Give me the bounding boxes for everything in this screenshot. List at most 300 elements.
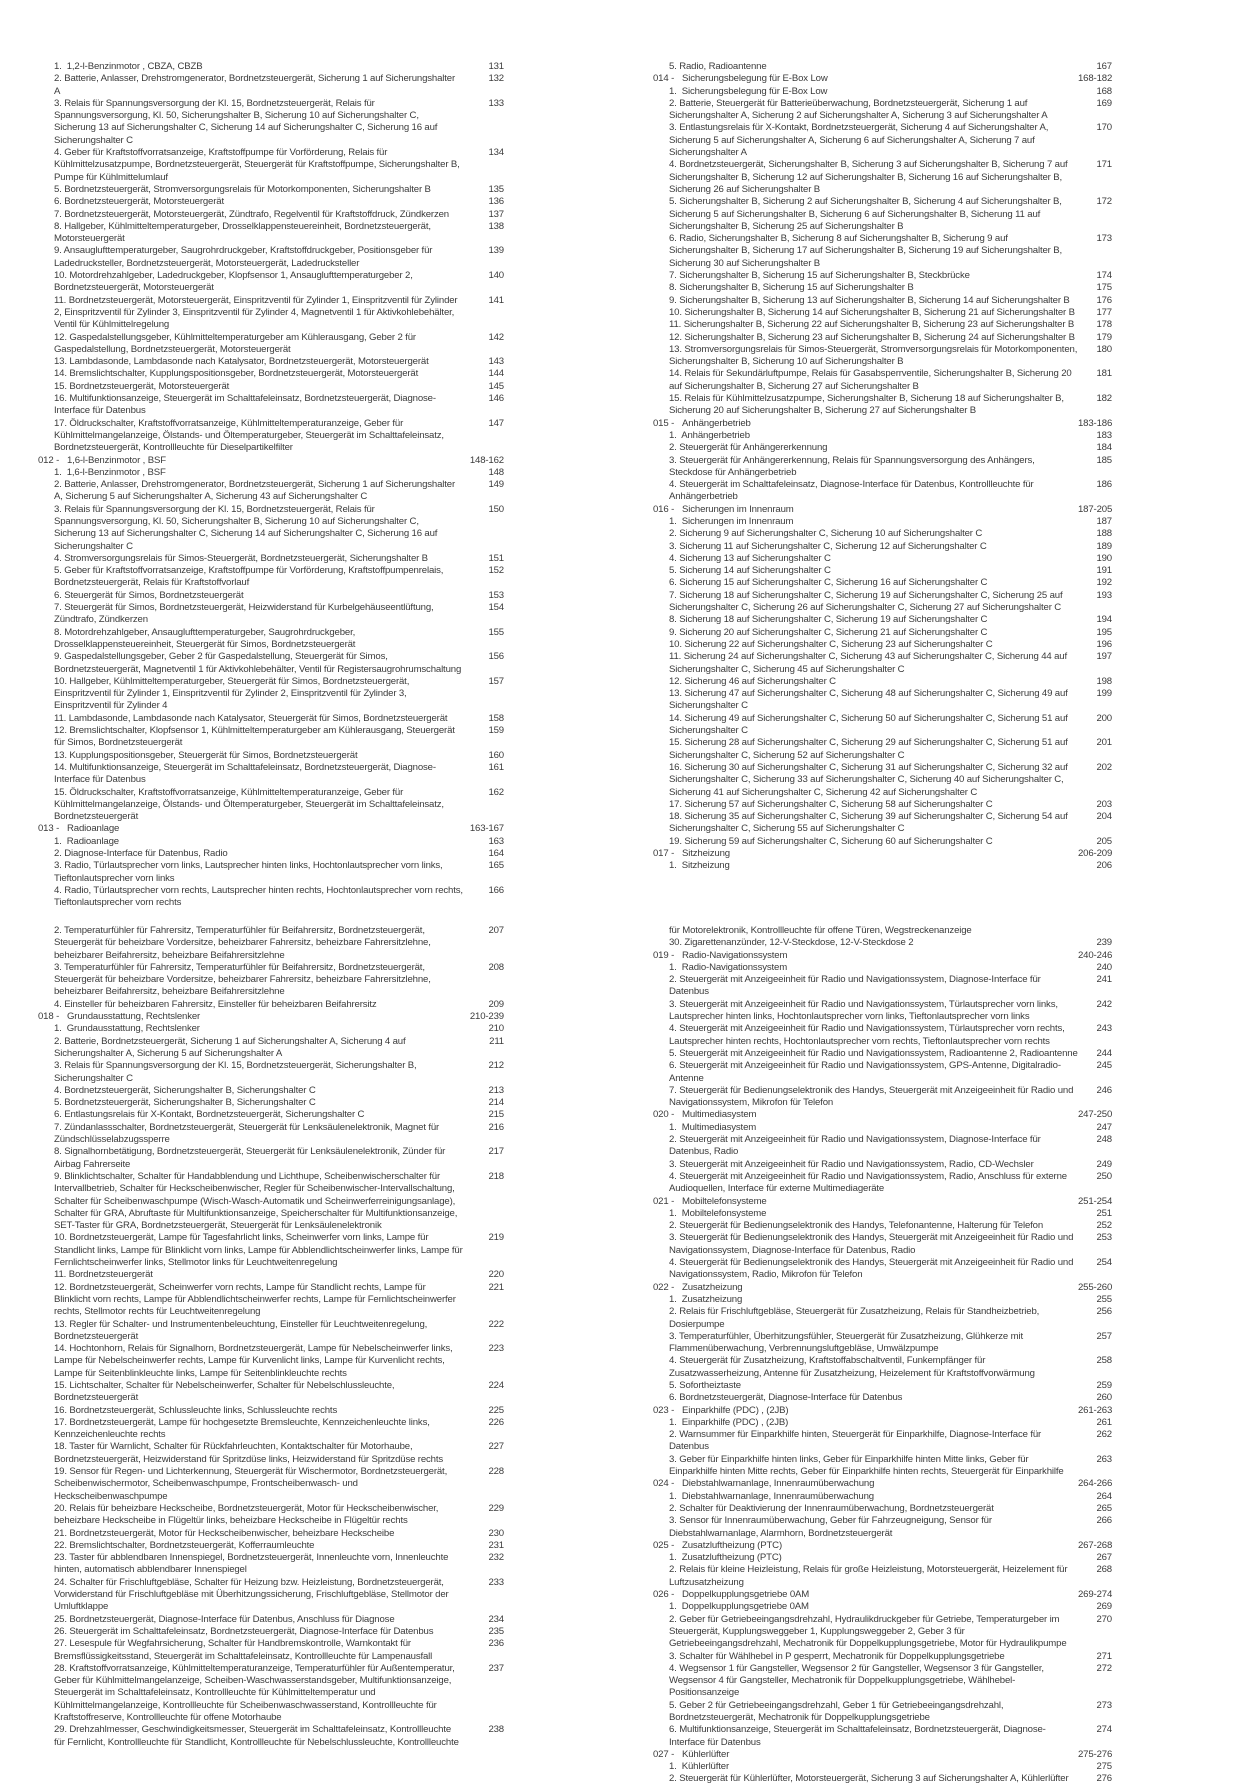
page-number: 208: [488, 961, 504, 973]
page-number: 215: [488, 1109, 504, 1121]
toc-entry-text: 3. Geber für Einparkhilfe hinten links, Geber für Einparkhilfe hinten Mitte links, Geber für Einparkhilfe hinten Mitte rechts, Geber für Einparkhilfe hinten rechts, Steuergerät für Einparkhilfe: [669, 1453, 1064, 1478]
toc-entry-text: 4. Stromversorgungsrelais für Simos-Steuergerät, Bordnetzsteuergerät, Sicherungshalter B: [54, 552, 428, 564]
page-number: 248: [1096, 1134, 1112, 1146]
page-number: 267-268: [1078, 1539, 1113, 1551]
toc-entry-row: [38, 184, 504, 196]
page-number: 238: [488, 1724, 504, 1736]
page-number: 214: [488, 1097, 504, 1109]
toc-section-row: [653, 1282, 1112, 1294]
toc-entry-row: [38, 196, 504, 208]
page-number: 196: [1096, 638, 1112, 650]
toc-entry-text: 3. Relais für Spannungsversorgung der Kl. 15, Bordnetzsteuergerät, Relais für Spannungsversorgung, Kl. 50, Sicherungshalter B, Sicherung 10 auf Sicherungshalter C, Sicherung 13 auf Sicherungshalter C, Sicherung 14 auf Sicherungshalter C, Sicherung 16 auf Sicherungshalter C: [54, 97, 440, 146]
toc-entry-row: [38, 860, 504, 885]
toc-entry-row: [653, 860, 1112, 872]
page-number: 204: [1096, 811, 1112, 823]
toc-entry-row: [653, 159, 1112, 196]
toc-entry-text: 19. Sicherung 59 auf Sicherungshalter C, Sicherung 60 auf Sicherungshalter C: [669, 835, 993, 847]
toc-entry-text: 3. Steuergerät für Bedienungselektronik des Handys, Steuergerät mit Anzeigeeinheit für Radio und Navigationssystem, Diagnose-Interface für Datenbus, Radio: [669, 1232, 1076, 1256]
toc-section-title: Doppelkupplungsgetriebe 0AM: [682, 1589, 810, 1601]
toc-entry-row: [38, 1552, 504, 1577]
toc-entry-text: 2. Steuergerät mit Anzeigeeinheit für Radio und Navigationssystem, Diagnose-Interface für Datenbus: [669, 974, 1044, 998]
toc-entry-text: 3. Steuergerät für Anhängererkennung, Relais für Spannungsversorgung des Anhängers, Steckdose für Anhängerbetrieb: [669, 454, 1038, 478]
toc-entry-text: 12. Gaspedalstellungsgeber, Kühlmitteltemperaturgeber am Kühlerausgang, Geber 2 für Gaspedalstellung, Bordnetzsteuergerät, Motorsteuergerät: [54, 331, 419, 355]
toc-entry-row: [38, 1269, 504, 1281]
toc-entry-text: 3. Steuergerät mit Anzeigeeinheit für Radio und Navigationssystem, Türlautsprecher vorn links, Lautsprecher hinten links, Hochtonlautsprecher vorn links, Tieftonlautsprecher vorn links: [669, 998, 1061, 1023]
page-number: 164: [488, 848, 504, 859]
toc-entry-text: 8. Hallgeber, Kühlmitteltemperaturgeber, Drosselklappensteuereinheit, Bordnetzsteuergerät, Motorsteuergerät: [54, 220, 434, 245]
toc-entry-row: [653, 1700, 1112, 1725]
toc-entry-text: 11. Sicherungshalter B, Sicherung 22 auf Sicherungshalter B, Sicherung 23 auf Sicherungshalter B: [669, 319, 1075, 331]
toc-entry-text: 2. Warnsummer für Einparkhilfe hinten, Steuergerät für Einparkhilfe, Diagnose-Interface für Datenbus: [669, 1429, 1044, 1453]
toc-entry-row: [38, 1417, 504, 1442]
page-number: 182: [1096, 393, 1112, 405]
toc-section-row: [653, 1589, 1112, 1601]
toc-entry-row: [653, 836, 1112, 848]
toc-entry-text: 3. Steuergerät mit Anzeigeeinheit für Radio und Navigationssystem, Radio, CD-Wechsler: [669, 1158, 1034, 1170]
toc-section-number: 019 -: [653, 949, 675, 961]
toc-section-label: [653, 1282, 1078, 1294]
toc-entry-row: [38, 221, 504, 246]
toc-entry-text: 3. Temperaturfühler, Überhitzungsfühler, Steuergerät für Zusatzheizung, Glühkerze mit Flammenüberwachung, Verbrennungsluftgebläse, Umwälzpumpe: [669, 1330, 1026, 1355]
page-number: 139: [488, 245, 504, 257]
page-number: 209: [488, 998, 504, 1010]
toc-entry-row: [653, 1417, 1112, 1429]
page-number: 254: [1096, 1257, 1112, 1269]
toc-section-row: [38, 455, 504, 467]
toc-section-title: Einparkhilfe (PDC) , (2JB): [682, 1404, 789, 1416]
toc-entry-text: 3. Temperaturfühler für Fahrersitz, Temperaturfühler für Beifahrersitz, Bordnetzsteuergerät, Steuergerät für beheizbare Vordersitze, beheizbarer Fahrersitz, beheizbare Fahrersitzlehne, beheizbarer Beifahrersitz, beheizbare Beifahrersitzlehne: [54, 961, 434, 998]
toc-entry-row: [38, 147, 504, 184]
page-number: 245: [1096, 1060, 1112, 1072]
toc-entry-row: [38, 61, 504, 73]
page-number: 160: [488, 749, 504, 761]
toc-entry-row: [653, 762, 1112, 799]
toc-entry-text: 8. Signalhornbetätigung, Bordnetzsteuergerät, Steuergerät für Lenksäulenelektronik, Zünder für Airbag Fahrerseite: [54, 1146, 448, 1170]
page-number: 220: [488, 1269, 504, 1281]
toc-section-label: [653, 950, 1078, 962]
page-number: 153: [488, 589, 504, 601]
page-number: 211: [489, 1035, 504, 1047]
page-number: 275: [1096, 1761, 1112, 1773]
toc-entry-row: [38, 627, 504, 652]
toc-entry-text: 5. Sicherung 14 auf Sicherungshalter C: [669, 565, 831, 577]
toc-entry-row: [653, 307, 1112, 319]
page-number: 251-254: [1078, 1195, 1113, 1207]
toc-entry-text: 1. 1,2-l-Benzinmotor , CBZA, CBZB: [54, 61, 203, 72]
toc-section-number: 020 -: [653, 1109, 675, 1121]
toc-entry-text: 3. Schalter für Wählhebel in P gesperrt, Mechatronik für Doppelkupplungsgetriebe: [669, 1650, 1005, 1662]
toc-entry-row: [653, 282, 1112, 294]
page-number: 250: [1096, 1170, 1112, 1182]
toc-entry-text: 4. Sicherung 13 auf Sicherungshalter C: [669, 552, 831, 564]
toc-entry-row: [38, 1282, 504, 1319]
toc-entry-row: [38, 245, 504, 270]
toc-entry-row: [653, 590, 1112, 615]
page-number: 202: [1096, 761, 1112, 773]
toc-entry-text: 8. Sicherung 18 auf Sicherungshalter C, Sicherung 19 auf Sicherungshalter C: [669, 614, 988, 626]
toc-entry-text: 7. Sicherungshalter B, Sicherung 15 auf Sicherungshalter B, Steckbrücke: [669, 270, 970, 282]
toc-entry-row: [653, 344, 1112, 369]
toc-entry-row: [653, 1380, 1112, 1392]
toc-entry-row: [653, 1294, 1112, 1306]
page-number: 274: [1096, 1724, 1112, 1736]
toc-entry-text: 10. Bordnetzsteuergerät, Lampe für Tagesfahrlicht links, Scheinwerfer vorn links, Lampe für Standlicht links, Lampe für Blinklicht vorn links, Lampe für Abblendlichtscheinwerfer links, Lampe für Fernlichtscheinwerfer links, Stellmotor links für Leuchtweitenregelung: [54, 1232, 466, 1269]
toc-entry-row: [38, 467, 504, 479]
toc-section-row: [653, 1405, 1112, 1417]
toc-entry-row: [653, 61, 1112, 73]
page-number: 234: [488, 1613, 504, 1625]
toc-entry-text: 12. Sicherung 46 auf Sicherungshalter C: [669, 675, 836, 687]
page-number: 233: [488, 1576, 504, 1588]
toc-entry-text: 2. Batterie, Anlasser, Drehstromgenerator, Bordnetzsteuergerät, Sicherung 1 auf Sicherungshalter A: [54, 73, 458, 97]
page-number: 267: [1096, 1552, 1112, 1564]
toc-entry-text: 15. Relais für Kühlmittelzusatzpumpe, Sicherungshalter B, Sicherung 18 auf Sicherungshalter B, Sicherung 20 auf Sicherungshalter B, Sicherung 27 auf Sicherungshalter B: [669, 393, 1067, 417]
toc-entry-row: [653, 811, 1112, 836]
page-number: 230: [488, 1527, 504, 1539]
page-number: 133: [488, 97, 504, 109]
toc-entry-row: [38, 1060, 504, 1085]
page-number: 147: [488, 417, 504, 429]
page-number: 223: [488, 1343, 504, 1355]
toc-section-label: [653, 1749, 1078, 1761]
page-number: 257: [1096, 1330, 1112, 1342]
toc-section-row: [653, 504, 1112, 516]
toc-entry-text: 17. Sicherung 57 auf Sicherungshalter C, Sicherung 58 auf Sicherungshalter C: [669, 798, 993, 810]
toc-entry-row: [653, 1257, 1112, 1282]
toc-entry-text: 9. Sicherung 20 auf Sicherungshalter C, Sicherung 21 auf Sicherungshalter C: [669, 626, 988, 638]
toc-entry-text: 6. Sicherung 15 auf Sicherungshalter C, Sicherung 16 auf Sicherungshalter C: [669, 577, 988, 589]
toc-entry-text: 1. Zusatzheizung: [669, 1293, 743, 1305]
toc-entry-text: 9. Blinklichtschalter, Schalter für Handabblendung und Lichthupe, Scheibenwischerschalter für Intervallbetrieb, Schalter für Heckscheibenwischer, Regler für Scheibenwischer-Intervallschaltung, Schalter für Scheibenwaschpumpe (Wisch-Wasch-Automatik und Scheinwerferreinigungsanlage), Schalter für GRA, Abruftaste für Multifunktionsanzeige, Speicherschalter für Multifunktionsanzeige, SET-Taster für GRA, Bordnetzsteuergerät, Steuergerät für Lenksäulenelektronik: [54, 1170, 460, 1232]
toc-entry-row: [38, 1663, 504, 1724]
toc-entry-row: [653, 553, 1112, 565]
toc-section-number: 023 -: [653, 1404, 675, 1416]
page-number: 193: [1096, 589, 1112, 601]
toc-entry-text: 13. Regler für Schalter- und Instrumentenbeleuchtung, Einsteller für Leuchtweitenregelung, Bordnetzsteuergerät: [54, 1318, 430, 1342]
toc-section-row: [653, 418, 1112, 430]
page-number: 184: [1096, 442, 1112, 454]
page-number: 154: [488, 602, 504, 614]
page-number: 171: [1096, 159, 1112, 171]
toc-entry-text: 14. Hochtonhorn, Relais für Signalhorn, Bordnetzsteuergerät, Lampe für Nebelscheinwerfer links, Lampe für Nebelscheinwerfer rechts, Lampe für Kurvenlicht links, Lampe für Kurvenlicht rechts, Lampe für Seitenblinkleuchte links, Lampe für Seitenblinkleuchte rechts: [54, 1343, 456, 1379]
toc-entry-text: 29. Drehzahlmesser, Geschwindigkeitsmesser, Steuergerät im Schalttafeleinsatz, Kontrollleuchte für Fernlicht, Kontrollleuchte für Standlicht, Kontrollleuchte für Nebelschlussleuchte, Kontrollleuchte: [54, 1724, 459, 1748]
page-number: 206-209: [1078, 848, 1113, 859]
toc-section-title: Zusatzheizung: [682, 1281, 743, 1293]
toc-entry-text: 2. Steuergerät für Anhängererkennung: [669, 442, 828, 454]
toc-entry-text: 2. Batterie, Steuergerät für Batterieüberwachung, Bordnetzsteuergerät, Sicherung 1 auf Sicherungshalter A, Sicherung 2 auf Sicherungshalter A, Sicherung 3 auf Sicherungshalter A: [669, 97, 1048, 122]
page-number: 137: [488, 208, 504, 220]
toc-section-number: 025 -: [653, 1539, 675, 1551]
toc-section-label: [38, 823, 463, 835]
page-number: 188: [1096, 528, 1112, 540]
page-number: 152: [488, 565, 504, 577]
page-number: 141: [488, 294, 504, 306]
toc-entry-row: [653, 1773, 1112, 1785]
toc-entry-row: [38, 1171, 504, 1232]
page-number: 228: [488, 1466, 504, 1478]
toc-entry-row: [653, 737, 1112, 762]
toc-entry-text: 12. Sicherungshalter B, Sicherung 23 auf Sicherungshalter B, Sicherung 24 auf Sicherungshalter B: [669, 331, 1075, 343]
page-number: 189: [1096, 540, 1112, 552]
toc-entry-text: 2. Steuergerät mit Anzeigeeinheit für Radio und Navigationssystem, Diagnose-Interface für Datenbus, Radio: [669, 1134, 1044, 1158]
toc-entry-row: [38, 270, 504, 295]
page-number: 179: [1096, 331, 1112, 343]
toc-entry-row: [653, 86, 1112, 98]
page-number: 172: [1096, 196, 1112, 208]
toc-entry-text: 12. Bordnetzsteuergerät, Scheinwerfer vorn rechts, Lampe für Standlicht rechts, Lampe für Blinklicht vorn rechts, Lampe für Abblendlichtscheinwerfer rechts, Lampe für Fernlichtscheinwerfer rechts, Stellmotor rechts für Leuchtweitenregelung: [54, 1281, 459, 1318]
toc-entry-text: 14. Relais für Sekundärluftpumpe, Relais für Gasabsperrventile, Sicherungshalter B, Sicherung 20 auf Sicherungshalter B, Sicherung 27 auf Sicherungshalter B: [669, 368, 1075, 392]
toc-entry-row: [653, 541, 1112, 553]
toc-entry-text: 4. Wegsensor 1 für Gangsteller, Wegsensor 2 für Gangsteller, Wegsensor 3 für Gangsteller, Wegsensor 4 für Gangsteller, Mechatronik für Doppelkupplungsgetriebe, Wählhebel-Positionsanzeige: [669, 1662, 1047, 1699]
toc-entry-text: 1. Radio-Navigationssystem: [669, 961, 788, 973]
page-number: 186: [1096, 479, 1112, 491]
toc-entry-text: 5. Steuergerät mit Anzeigeeinheit für Radio und Navigationssystem, Radioantenne 2, Radioantenne: [669, 1047, 1078, 1059]
toc-entry-text: 1. Sicherungen im Innenraum: [669, 515, 794, 527]
page-number: 163: [488, 835, 504, 847]
toc-section-title: Grundausstattung, Rechtslenker: [67, 1011, 201, 1023]
toc-entry-row: [653, 1208, 1112, 1220]
toc-entry-text: 1. Einparkhilfe (PDC) , (2JB): [669, 1416, 789, 1428]
toc-entry-text: 24. Schalter für Frischluftgebläse, Schalter für Heizung bzw. Heizleistung, Bordnetzsteuergerät, Vorwiderstand für Frischluftgebläse mit Überhitzungssicherung, Frischluftgebläse, Stellmotor der Umluftklappe: [54, 1576, 452, 1613]
page-number: 212: [488, 1060, 504, 1072]
page-number: 183: [1096, 429, 1112, 441]
toc-section-number: 021 -: [653, 1195, 675, 1207]
toc-entry-text: 1. Kühlerlüfter: [669, 1761, 729, 1773]
toc-entry-row: [38, 73, 504, 98]
toc-entry-row: [653, 639, 1112, 651]
page-number: 131: [488, 61, 504, 72]
toc-section-label: [653, 1478, 1078, 1490]
toc-section-title: Radioanlage: [67, 823, 120, 835]
page-number: 246: [1096, 1084, 1112, 1096]
toc-entry-row: [38, 762, 504, 787]
toc-section-title: Kühlerlüfter: [682, 1748, 730, 1760]
toc-section-row: [653, 1749, 1112, 1761]
page-number: 269: [1096, 1601, 1112, 1613]
toc-entry-row: [653, 1429, 1112, 1454]
page-number: 191: [1096, 565, 1112, 577]
toc-entry-row: [38, 1405, 504, 1417]
page-number: 244: [1096, 1047, 1112, 1059]
toc-entry-text: 17. Öldruckschalter, Kraftstoffvorratsanzeige, Kühlmitteltemperaturanzeige, Geber für Kühlmittelmangelanzeige, Ölstands- und Öltemperaturgeber, Steuergerät im Schalttafeleinsatz, Bordnetzsteuergerät, Kontrollleuchte für Dieselpartikelfilter: [54, 417, 447, 454]
toc-section-label: [653, 1540, 1078, 1552]
toc-entry-text: 5. Radio, Radioantenne: [669, 61, 767, 72]
page-number: 180: [1096, 343, 1112, 355]
toc-entry-row: [653, 627, 1112, 639]
page-number: 166: [488, 884, 504, 896]
toc-entry-row: [653, 676, 1112, 688]
toc-entry-text: 5. Geber für Kraftstoffvorratsanzeige, Kraftstoffpumpe für Vorförderung, Kraftstoffpumpenrelais, Bordnetzsteuergerät, Relais für Kraftstoffvorlauf: [54, 565, 446, 589]
page-number: 243: [1096, 1023, 1112, 1035]
page-number: 148: [488, 466, 504, 478]
toc-entry-text: 2. Steuergerät für Bedienungselektronik des Handys, Telefonantenne, Halterung für Telefon: [669, 1220, 1044, 1232]
toc-entry-text: 1. Mobiltelefonsysteme: [669, 1207, 767, 1219]
toc-entry-text: 1. Multimediasystem: [669, 1121, 757, 1133]
toc-entry-row: [653, 614, 1112, 626]
toc-entry-row: [653, 1220, 1112, 1232]
toc-entry-text: 7. Bordnetzsteuergerät, Motorsteuergerät, Zündtrafo, Regelventil für Kraftstoffdruck, Zündkerzen: [54, 208, 449, 220]
toc-entry-text: 3. Radio, Türlautsprecher vorn links, Lautsprecher hinten links, Hochtonlautsprecher vorn links, Tieftonlautsprecher vorn links: [54, 860, 445, 884]
toc-section-label: [653, 1589, 1078, 1601]
toc-entry-text: 10. Sicherungshalter B, Sicherung 14 auf Sicherungshalter B, Sicherung 21 auf Sicherungshalter B: [669, 306, 1075, 318]
page-number: 168: [1096, 85, 1112, 97]
toc-section-number: 024 -: [653, 1478, 675, 1490]
page-number: 253: [1096, 1232, 1112, 1244]
page-number: 224: [488, 1379, 504, 1391]
page-number: 151: [488, 552, 504, 564]
page-number: 241: [1096, 974, 1112, 986]
page-number: 194: [1096, 614, 1112, 626]
toc-entry-row: [38, 98, 504, 147]
toc-section-row: [653, 1109, 1112, 1121]
toc-entry-text: 14. Bremslichtschalter, Kupplungspositionsgeber, Bordnetzsteuergerät, Motorsteuergerät: [54, 368, 419, 380]
page-number: 236: [488, 1638, 504, 1650]
toc-section-label: [653, 1109, 1078, 1121]
page-number: 261: [1096, 1416, 1112, 1428]
page-number: 138: [488, 220, 504, 232]
page-number: 199: [1096, 688, 1112, 700]
toc-entry-row: [653, 233, 1112, 270]
page-number: 219: [488, 1232, 504, 1244]
toc-entry-row: [38, 479, 504, 504]
page-number: 266: [1096, 1515, 1112, 1527]
toc-entry-row: [653, 577, 1112, 589]
toc-entry-row: [653, 1134, 1112, 1159]
toc-entry-text: 28. Kraftstoffvorratsanzeige, Kühlmitteltemperaturanzeige, Temperaturfühler für Außentemperatur, Geber für Kühlmittelmangelanzeige, Scheiben-Waschwasserstandsgeber, Multifunktionsanzeige, Steuergerät im Schalttafeleinsatz, Kontrollleuchte für Kühlmitteltemperatur und Kühlmittelmangelanzeige, Kontrollleuchte für Scheibenwaschwasserstand, Kontrollleuchte für Kraftstoffreserve, Kontrollleuchte für offene Motorhaube: [54, 1662, 458, 1723]
toc-entry-text: 22. Bremslichtschalter, Bordnetzsteuergerät, Kofferraumleuchte: [54, 1539, 315, 1551]
toc-entry-text: 7. Steuergerät für Bedienungselektronik des Handys, Steuergerät mit Anzeigeeinheit für Radio und Navigationssystem, Mikrofon für Telefon: [669, 1084, 1076, 1109]
page-number: 174: [1096, 270, 1112, 282]
toc-entry-text: 20. Relais für beheizbare Heckscheibe, Bordnetzsteuergerät, Motor für Heckscheibenwischer, beheizbare Heckscheibe in Flügeltür links, beheizbare Heckscheibe in Flügeltür rechts: [54, 1502, 441, 1527]
page-number: 165: [488, 860, 504, 872]
page-number: 218: [488, 1170, 504, 1182]
toc-entry-row: [38, 1638, 504, 1663]
page-number: 262: [1096, 1429, 1112, 1441]
page-number: 273: [1096, 1699, 1112, 1711]
toc-entry-row: [38, 1343, 504, 1380]
toc-section-label: [653, 1405, 1078, 1417]
toc-entry-text: 6. Entlastungsrelais für X-Kontakt, Bordnetzsteuergerät, Sicherungshalter C: [54, 1109, 365, 1121]
page-number: 168-182: [1078, 73, 1113, 85]
toc-section-title: Sicherungsbelegung für E-Box Low: [682, 73, 828, 85]
toc-entry-row: [653, 442, 1112, 454]
toc-entry-row: [653, 1306, 1112, 1331]
toc-entry-row: [653, 270, 1112, 282]
toc-section-number: 015 -: [653, 417, 675, 429]
toc-section-row: [38, 823, 504, 835]
toc-section-title: Diebstahlwarnanlage, Innenraumüberwachung: [682, 1478, 875, 1490]
toc-entry-text: 4. Geber für Kraftstoffvorratsanzeige, Kraftstoffpumpe für Vorförderung, Relais für Kühlmittelzusatzpumpe, Bordnetzsteuergerät, Steuergerät für Kraftstoffpumpe, Sicherungshalter B, Pumpe für Kühlmittelumlauf: [54, 147, 463, 183]
toc-entry-row: [653, 1454, 1112, 1479]
toc-entry-row: [38, 1097, 504, 1109]
toc-entry-text: 11. Sicherung 24 auf Sicherungshalter C, Sicherung 43 auf Sicherungshalter C, Sicherung 44 auf Sicherungshalter C, Sicherung 45 auf Sicherungshalter C: [669, 651, 1070, 675]
toc-section-row: [653, 73, 1112, 85]
page-number: 216: [488, 1121, 504, 1133]
toc-entry-row: [38, 651, 504, 676]
toc-entry-text: 2. Temperaturfühler für Fahrersitz, Temperaturfühler für Beifahrersitz, Bordnetzsteuergerät, Steuergerät für beheizbare Vordersitze, beheizbarer Fahrersitz, beheizbare Fahrersitzlehne, beheizbarer Beifahrersitz, beheizbare Beifahrersitzlehne: [54, 925, 434, 961]
toc-entry-row: [653, 1724, 1112, 1749]
toc-entry-text: 30. Zigarettenanzünder, 12-V-Steckdose, 12-V-Steckdose 2: [669, 937, 914, 949]
page-number: 237: [488, 1662, 504, 1674]
toc-entry-text: 9. Gaspedalstellungsgeber, Geber 2 für Gaspedalstellung, Steuergerät für Simos, Bordnetzsteuergerät, Magnetventil 1 für Aktivkohlebehälter, Ventil für Registersaugrohrumschaltung: [54, 651, 462, 675]
toc-entry-text: 4. Steuergerät mit Anzeigeeinheit für Radio und Navigationssystem, Radio, Anschluss für externe Audioquellen, Interface für externe Multimediageräte: [669, 1170, 1069, 1195]
toc-entry-text: 18. Taster für Warnlicht, Schalter für Rückfahrleuchten, Kontaktschalter für Motorhaube, Bordnetzsteuergerät, Heizwiderstand für Spritzdüse links, Heizwiderstand für Spritzdüse rechts: [54, 1441, 444, 1465]
page-number: 161: [488, 761, 504, 773]
toc-entry-text: 10. Motordrehzahlgeber, Ladedruckgeber, Klopfsensor 1, Ansauglufttemperaturgeber 2, Bordnetzsteuergerät, Motorsteuergerät: [54, 270, 416, 294]
page-number: 198: [1096, 675, 1112, 687]
page-number: 210-239: [469, 1011, 504, 1023]
toc-section-title: Multimediasystem: [682, 1109, 757, 1121]
toc-entry-row: [38, 368, 504, 380]
toc-entry-text: 23. Taster für abblendbaren Innenspiegel, Bordnetzsteuergerät, Innenleuchte vorn, Innenleuchte hinten, automatisch abblendbarer Innenspiegel: [54, 1552, 451, 1576]
toc-entry-row: [653, 1761, 1112, 1773]
toc-entry-text: 4. Steuergerät mit Anzeigeeinheit für Radio und Navigationssystem, Türlautsprecher vorn rechts, Lautsprecher hinten rechts, Hochtonlautsprecher vorn rechts, Tieftonlautsprecher vorn rechts: [669, 1023, 1068, 1047]
page-number: 195: [1096, 626, 1112, 638]
page-number: 255: [1096, 1293, 1112, 1305]
toc-entry-row: [38, 725, 504, 750]
page-number: 240-246: [1078, 949, 1113, 961]
page-number: 251: [1096, 1207, 1112, 1219]
toc-entry-text: 13. Stromversorgungsrelais für Simos-Steuergerät, Stromversorgungsrelais für Motorkomponenten, Sicherungshalter B, Sicherung 10 auf Sicherungshalter B: [669, 343, 1080, 368]
toc-entry-text: 5. Bordnetzsteuergerät, Sicherungshalter B, Sicherungshalter C: [54, 1097, 316, 1109]
toc-entry-row: [38, 999, 504, 1011]
page-number: 155: [488, 626, 504, 638]
page-number: 263: [1096, 1453, 1112, 1465]
page-number: 149: [488, 479, 504, 491]
page-number: 206: [1096, 860, 1112, 872]
toc-entry-row: [38, 676, 504, 713]
page-number: 148-162: [469, 454, 504, 466]
toc-entry-text: 15. Lichtschalter, Schalter für Nebelscheinwerfer, Schalter für Nebelschlussleuchte, Bordnetzsteuergerät: [54, 1379, 397, 1404]
page-number: 177: [1096, 306, 1112, 318]
toc-entry-row: [38, 962, 504, 999]
toc-section-number: 018 -: [38, 1011, 60, 1023]
toc-entry-row: [653, 1171, 1112, 1196]
toc-entry-text: 6. Steuergerät für Simos, Bordnetzsteuergerät: [54, 589, 244, 601]
page-number: 231: [488, 1539, 504, 1551]
page-number: 178: [1096, 319, 1112, 331]
page-number: 264-266: [1078, 1478, 1113, 1490]
toc-entry-row: [38, 1085, 504, 1097]
page-number: 225: [488, 1404, 504, 1416]
page-number: 158: [488, 712, 504, 724]
toc-entry-text: 4. Bordnetzsteuergerät, Sicherungshalter B, Sicherung 3 auf Sicherungshalter B, Sicherung 7 auf Sicherungshalter B, Sicherung 12 auf Sicherungshalter B, Sicherung 16 auf Sicherungshalter B, Sicherung 26 auf Sicherungshalter B: [669, 159, 1071, 195]
toc-entry-row: [653, 1232, 1112, 1257]
toc-entry-text: 3. Relais für Spannungsversorgung der Kl. 15, Bordnetzsteuergerät, Relais für Spannungsversorgung, Kl. 50, Sicherungshalter B, Sicherung 10 auf Sicherungshalter C, Sicherung 13 auf Sicherungshalter C, Sicherung 14 auf Sicherungshalter C, Sicherung 16 auf Sicherungshalter C: [54, 503, 440, 552]
toc-section-title: Anhängerbetrieb: [682, 417, 751, 429]
page-number: 260: [1096, 1392, 1112, 1404]
page-number: 207: [488, 925, 504, 936]
page-number: 272: [1096, 1662, 1112, 1674]
toc-entry-row: [653, 122, 1112, 159]
toc-section-label: [653, 73, 1078, 85]
page-number: 222: [488, 1318, 504, 1330]
page-number: 276: [1096, 1773, 1112, 1785]
toc-entry-text: 2. Sicherung 9 auf Sicherungshalter C, Sicherung 10 auf Sicherungshalter C: [669, 528, 983, 540]
toc-entry-text: 1. Radioanlage: [54, 835, 119, 847]
toc-entry-row: [38, 295, 504, 332]
toc-entry-text: 2. Batterie, Bordnetzsteuergerät, Sicherung 1 auf Sicherungshalter A, Sicherung 4 auf Sicherungshalter A, Sicherung 5 auf Sicherungshalter A: [54, 1035, 409, 1059]
toc-entry-text: 15. Bordnetzsteuergerät, Motorsteuergerät: [54, 380, 230, 392]
toc-column-1: [38, 61, 504, 909]
toc-entry-text: 3. Sicherung 11 auf Sicherungshalter C, Sicherung 12 auf Sicherungshalter C: [669, 540, 987, 552]
page-number: 200: [1096, 712, 1112, 724]
page-number: 235: [488, 1625, 504, 1637]
toc-entry-text: 11. Lambdasonde, Lambdasonde nach Katalysator, Steuergerät für Simos, Bordnetzsteuergerät: [54, 712, 448, 724]
page-number: 145: [488, 380, 504, 392]
page-number: 185: [1096, 454, 1112, 466]
toc-section-label: [653, 1196, 1078, 1208]
